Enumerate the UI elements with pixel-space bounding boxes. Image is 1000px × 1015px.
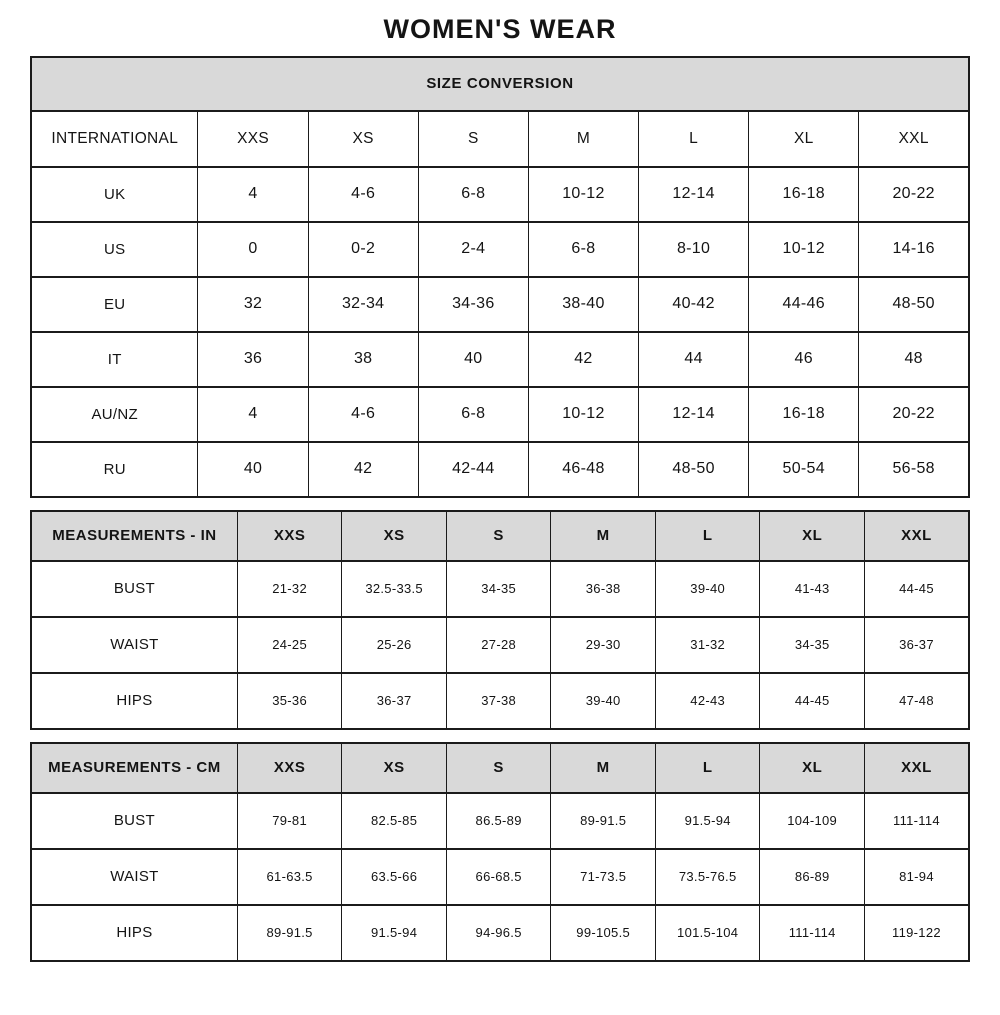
row-label-bust: BUST xyxy=(31,561,237,617)
size-conversion-cell-uk-xxs: 4 xyxy=(198,167,308,222)
measurements-in-cell-hips-xl: 44-45 xyxy=(760,673,865,729)
measurements-cm-cell-waist-xs: 63.5-66 xyxy=(342,849,447,905)
size-conversion-row-uk xyxy=(31,167,969,222)
row-label-ru: RU xyxy=(31,442,198,497)
column-header-xxl: XXL xyxy=(864,743,969,793)
size-conversion-cell-au-nz-l: 12-14 xyxy=(639,387,749,442)
size-conversion-cell-us-m: 6-8 xyxy=(528,222,638,277)
size-conversion-cell-uk-xxl: 20-22 xyxy=(859,167,969,222)
size-conversion-cell-eu-xxs: 32 xyxy=(198,277,308,332)
measurements-cm-cell-waist-xl: 86-89 xyxy=(760,849,865,905)
size-conversion-cell-it-m: 42 xyxy=(528,332,638,387)
measurements-in-cell-hips-l: 42-43 xyxy=(655,673,760,729)
measurements-cm-row-bust xyxy=(31,793,969,849)
row-label-us: US xyxy=(31,222,198,277)
size-conversion-cell-us-xl: 10-12 xyxy=(749,222,859,277)
measurements-in-table xyxy=(30,510,970,730)
size-conversion-cell-ru-xl: 50-54 xyxy=(749,442,859,497)
measurements-in-cell-bust-m: 36-38 xyxy=(551,561,656,617)
size-conversion-cell-ru-l: 48-50 xyxy=(639,442,749,497)
row-label-hips: HIPS xyxy=(31,905,237,961)
size-conversion-cell-ru-m: 46-48 xyxy=(528,442,638,497)
measurements-in-cell-waist-xs: 25-26 xyxy=(342,617,447,673)
column-header-xxs: XXS xyxy=(198,111,308,167)
measurements-in-cell-bust-xs: 32.5-33.5 xyxy=(342,561,447,617)
measurements-cm-cell-hips-l: 101.5-104 xyxy=(655,905,760,961)
size-conversion-cell-eu-s: 34-36 xyxy=(418,277,528,332)
measurements-in-cell-waist-xxl: 36-37 xyxy=(864,617,969,673)
size-conversion-cell-uk-l: 12-14 xyxy=(639,167,749,222)
column-header-l: L xyxy=(639,111,749,167)
size-conversion-title-row xyxy=(31,57,969,111)
measurements-cm-cell-waist-xxl: 81-94 xyxy=(864,849,969,905)
measurements-cm-cell-hips-s: 94-96.5 xyxy=(446,905,551,961)
column-header-xs: XS xyxy=(342,743,447,793)
measurements-cm-cell-hips-xxl: 119-122 xyxy=(864,905,969,961)
row-label-bust: BUST xyxy=(31,793,237,849)
size-conversion-table xyxy=(30,56,970,498)
measurements-cm-row-hips xyxy=(31,905,969,961)
size-conversion-cell-eu-m: 38-40 xyxy=(528,277,638,332)
size-conversion-cell-eu-l: 40-42 xyxy=(639,277,749,332)
measurements-cm-cell-bust-m: 89-91.5 xyxy=(551,793,656,849)
size-conversion-cell-uk-xl: 16-18 xyxy=(749,167,859,222)
column-header-s: S xyxy=(446,511,551,561)
column-header-measurements-cm: MEASUREMENTS - CM xyxy=(31,743,237,793)
column-header-m: M xyxy=(551,743,656,793)
size-conversion-row-us xyxy=(31,222,969,277)
column-header-xxs: XXS xyxy=(237,511,342,561)
column-header-xxs: XXS xyxy=(237,743,342,793)
measurements-in-cell-hips-m: 39-40 xyxy=(551,673,656,729)
row-label-waist: WAIST xyxy=(31,617,237,673)
measurements-cm-cell-waist-s: 66-68.5 xyxy=(446,849,551,905)
size-conversion-row-it xyxy=(31,332,969,387)
column-header-xs: XS xyxy=(342,511,447,561)
size-conversion-cell-us-xxl: 14-16 xyxy=(859,222,969,277)
column-header-measurements-in: MEASUREMENTS - IN xyxy=(31,511,237,561)
row-label-au-nz: AU/NZ xyxy=(31,387,198,442)
size-conversion-cell-au-nz-xxs: 4 xyxy=(198,387,308,442)
size-conversion-cell-it-s: 40 xyxy=(418,332,528,387)
column-header-international: INTERNATIONAL xyxy=(31,111,198,167)
size-conversion-cell-us-xxs: 0 xyxy=(198,222,308,277)
measurements-cm-header-row xyxy=(31,743,969,793)
size-conversion-cell-uk-m: 10-12 xyxy=(528,167,638,222)
measurements-cm-cell-bust-xs: 82.5-85 xyxy=(342,793,447,849)
size-conversion-cell-eu-xxl: 48-50 xyxy=(859,277,969,332)
column-header-l: L xyxy=(655,743,760,793)
column-header-xxl: XXL xyxy=(859,111,969,167)
size-conversion-cell-us-xs: 0-2 xyxy=(308,222,418,277)
column-header-xxl: XXL xyxy=(864,511,969,561)
measurements-in-cell-bust-xxs: 21-32 xyxy=(237,561,342,617)
size-conversion-row-eu xyxy=(31,277,969,332)
size-conversion-cell-eu-xl: 44-46 xyxy=(749,277,859,332)
measurements-in-cell-waist-m: 29-30 xyxy=(551,617,656,673)
size-conversion-cell-ru-s: 42-44 xyxy=(418,442,528,497)
measurements-in-cell-bust-s: 34-35 xyxy=(446,561,551,617)
column-header-xl: XL xyxy=(760,511,865,561)
measurements-in-row-waist xyxy=(31,617,969,673)
row-label-uk: UK xyxy=(31,167,198,222)
size-conversion-cell-ru-xs: 42 xyxy=(308,442,418,497)
measurements-cm-cell-bust-xl: 104-109 xyxy=(760,793,865,849)
measurements-in-header-row xyxy=(31,511,969,561)
page-title: WOMEN'S WEAR xyxy=(383,14,617,44)
measurements-cm-cell-waist-m: 71-73.5 xyxy=(551,849,656,905)
measurements-in-cell-waist-xl: 34-35 xyxy=(760,617,865,673)
size-conversion-row-au-nz xyxy=(31,387,969,442)
size-conversion-cell-uk-s: 6-8 xyxy=(418,167,528,222)
size-conversion-cell-au-nz-xl: 16-18 xyxy=(749,387,859,442)
size-conversion-cell-uk-xs: 4-6 xyxy=(308,167,418,222)
size-conversion-cell-au-nz-xxl: 20-22 xyxy=(859,387,969,442)
measurements-in-cell-waist-s: 27-28 xyxy=(446,617,551,673)
measurements-cm-cell-bust-xxs: 79-81 xyxy=(237,793,342,849)
size-conversion-cell-us-l: 8-10 xyxy=(639,222,749,277)
size-conversion-cell-it-xs: 38 xyxy=(308,332,418,387)
measurements-in-cell-waist-xxs: 24-25 xyxy=(237,617,342,673)
size-conversion-cell-it-xl: 46 xyxy=(749,332,859,387)
column-header-s: S xyxy=(418,111,528,167)
measurements-in-cell-waist-l: 31-32 xyxy=(655,617,760,673)
measurements-cm-table xyxy=(30,742,970,962)
size-conversion-cell-us-s: 2-4 xyxy=(418,222,528,277)
size-conversion-cell-ru-xxl: 56-58 xyxy=(859,442,969,497)
measurements-in-cell-hips-xs: 36-37 xyxy=(342,673,447,729)
measurements-cm-cell-waist-xxs: 61-63.5 xyxy=(237,849,342,905)
size-conversion-cell-au-nz-s: 6-8 xyxy=(418,387,528,442)
size-conversion-cell-eu-xs: 32-34 xyxy=(308,277,418,332)
size-conversion-cell-it-xxl: 48 xyxy=(859,332,969,387)
measurements-in-row-bust xyxy=(31,561,969,617)
column-header-m: M xyxy=(528,111,638,167)
size-chart-sheet xyxy=(0,15,1000,962)
measurements-cm-cell-waist-l: 73.5-76.5 xyxy=(655,849,760,905)
size-conversion-row-ru xyxy=(31,442,969,497)
measurements-cm-row-waist xyxy=(31,849,969,905)
size-conversion-header-row xyxy=(31,111,969,167)
measurements-cm-cell-bust-s: 86.5-89 xyxy=(446,793,551,849)
measurements-in-cell-bust-l: 39-40 xyxy=(655,561,760,617)
size-conversion-cell-au-nz-xs: 4-6 xyxy=(308,387,418,442)
measurements-cm-cell-bust-l: 91.5-94 xyxy=(655,793,760,849)
column-header-xl: XL xyxy=(760,743,865,793)
column-header-l: L xyxy=(655,511,760,561)
size-conversion-cell-it-xxs: 36 xyxy=(198,332,308,387)
measurements-in-cell-hips-xxl: 47-48 xyxy=(864,673,969,729)
measurements-cm-cell-hips-m: 99-105.5 xyxy=(551,905,656,961)
column-header-xl: XL xyxy=(749,111,859,167)
measurements-in-cell-hips-xxs: 35-36 xyxy=(237,673,342,729)
column-header-m: M xyxy=(551,511,656,561)
measurements-in-cell-hips-s: 37-38 xyxy=(446,673,551,729)
measurements-in-cell-bust-xxl: 44-45 xyxy=(864,561,969,617)
size-conversion-cell-ru-xxs: 40 xyxy=(198,442,308,497)
measurements-cm-cell-hips-xs: 91.5-94 xyxy=(342,905,447,961)
row-label-eu: EU xyxy=(31,277,198,332)
measurements-cm-cell-hips-xxs: 89-91.5 xyxy=(237,905,342,961)
size-conversion-cell-it-l: 44 xyxy=(639,332,749,387)
row-label-hips: HIPS xyxy=(31,673,237,729)
size-conversion-title: SIZE CONVERSION xyxy=(31,57,969,111)
measurements-cm-cell-bust-xxl: 111-114 xyxy=(864,793,969,849)
column-header-xs: XS xyxy=(308,111,418,167)
size-conversion-cell-au-nz-m: 10-12 xyxy=(528,387,638,442)
measurements-in-row-hips xyxy=(31,673,969,729)
column-header-s: S xyxy=(446,743,551,793)
row-label-it: IT xyxy=(31,332,198,387)
measurements-in-cell-bust-xl: 41-43 xyxy=(760,561,865,617)
row-label-waist: WAIST xyxy=(31,849,237,905)
measurements-cm-cell-hips-xl: 111-114 xyxy=(760,905,865,961)
